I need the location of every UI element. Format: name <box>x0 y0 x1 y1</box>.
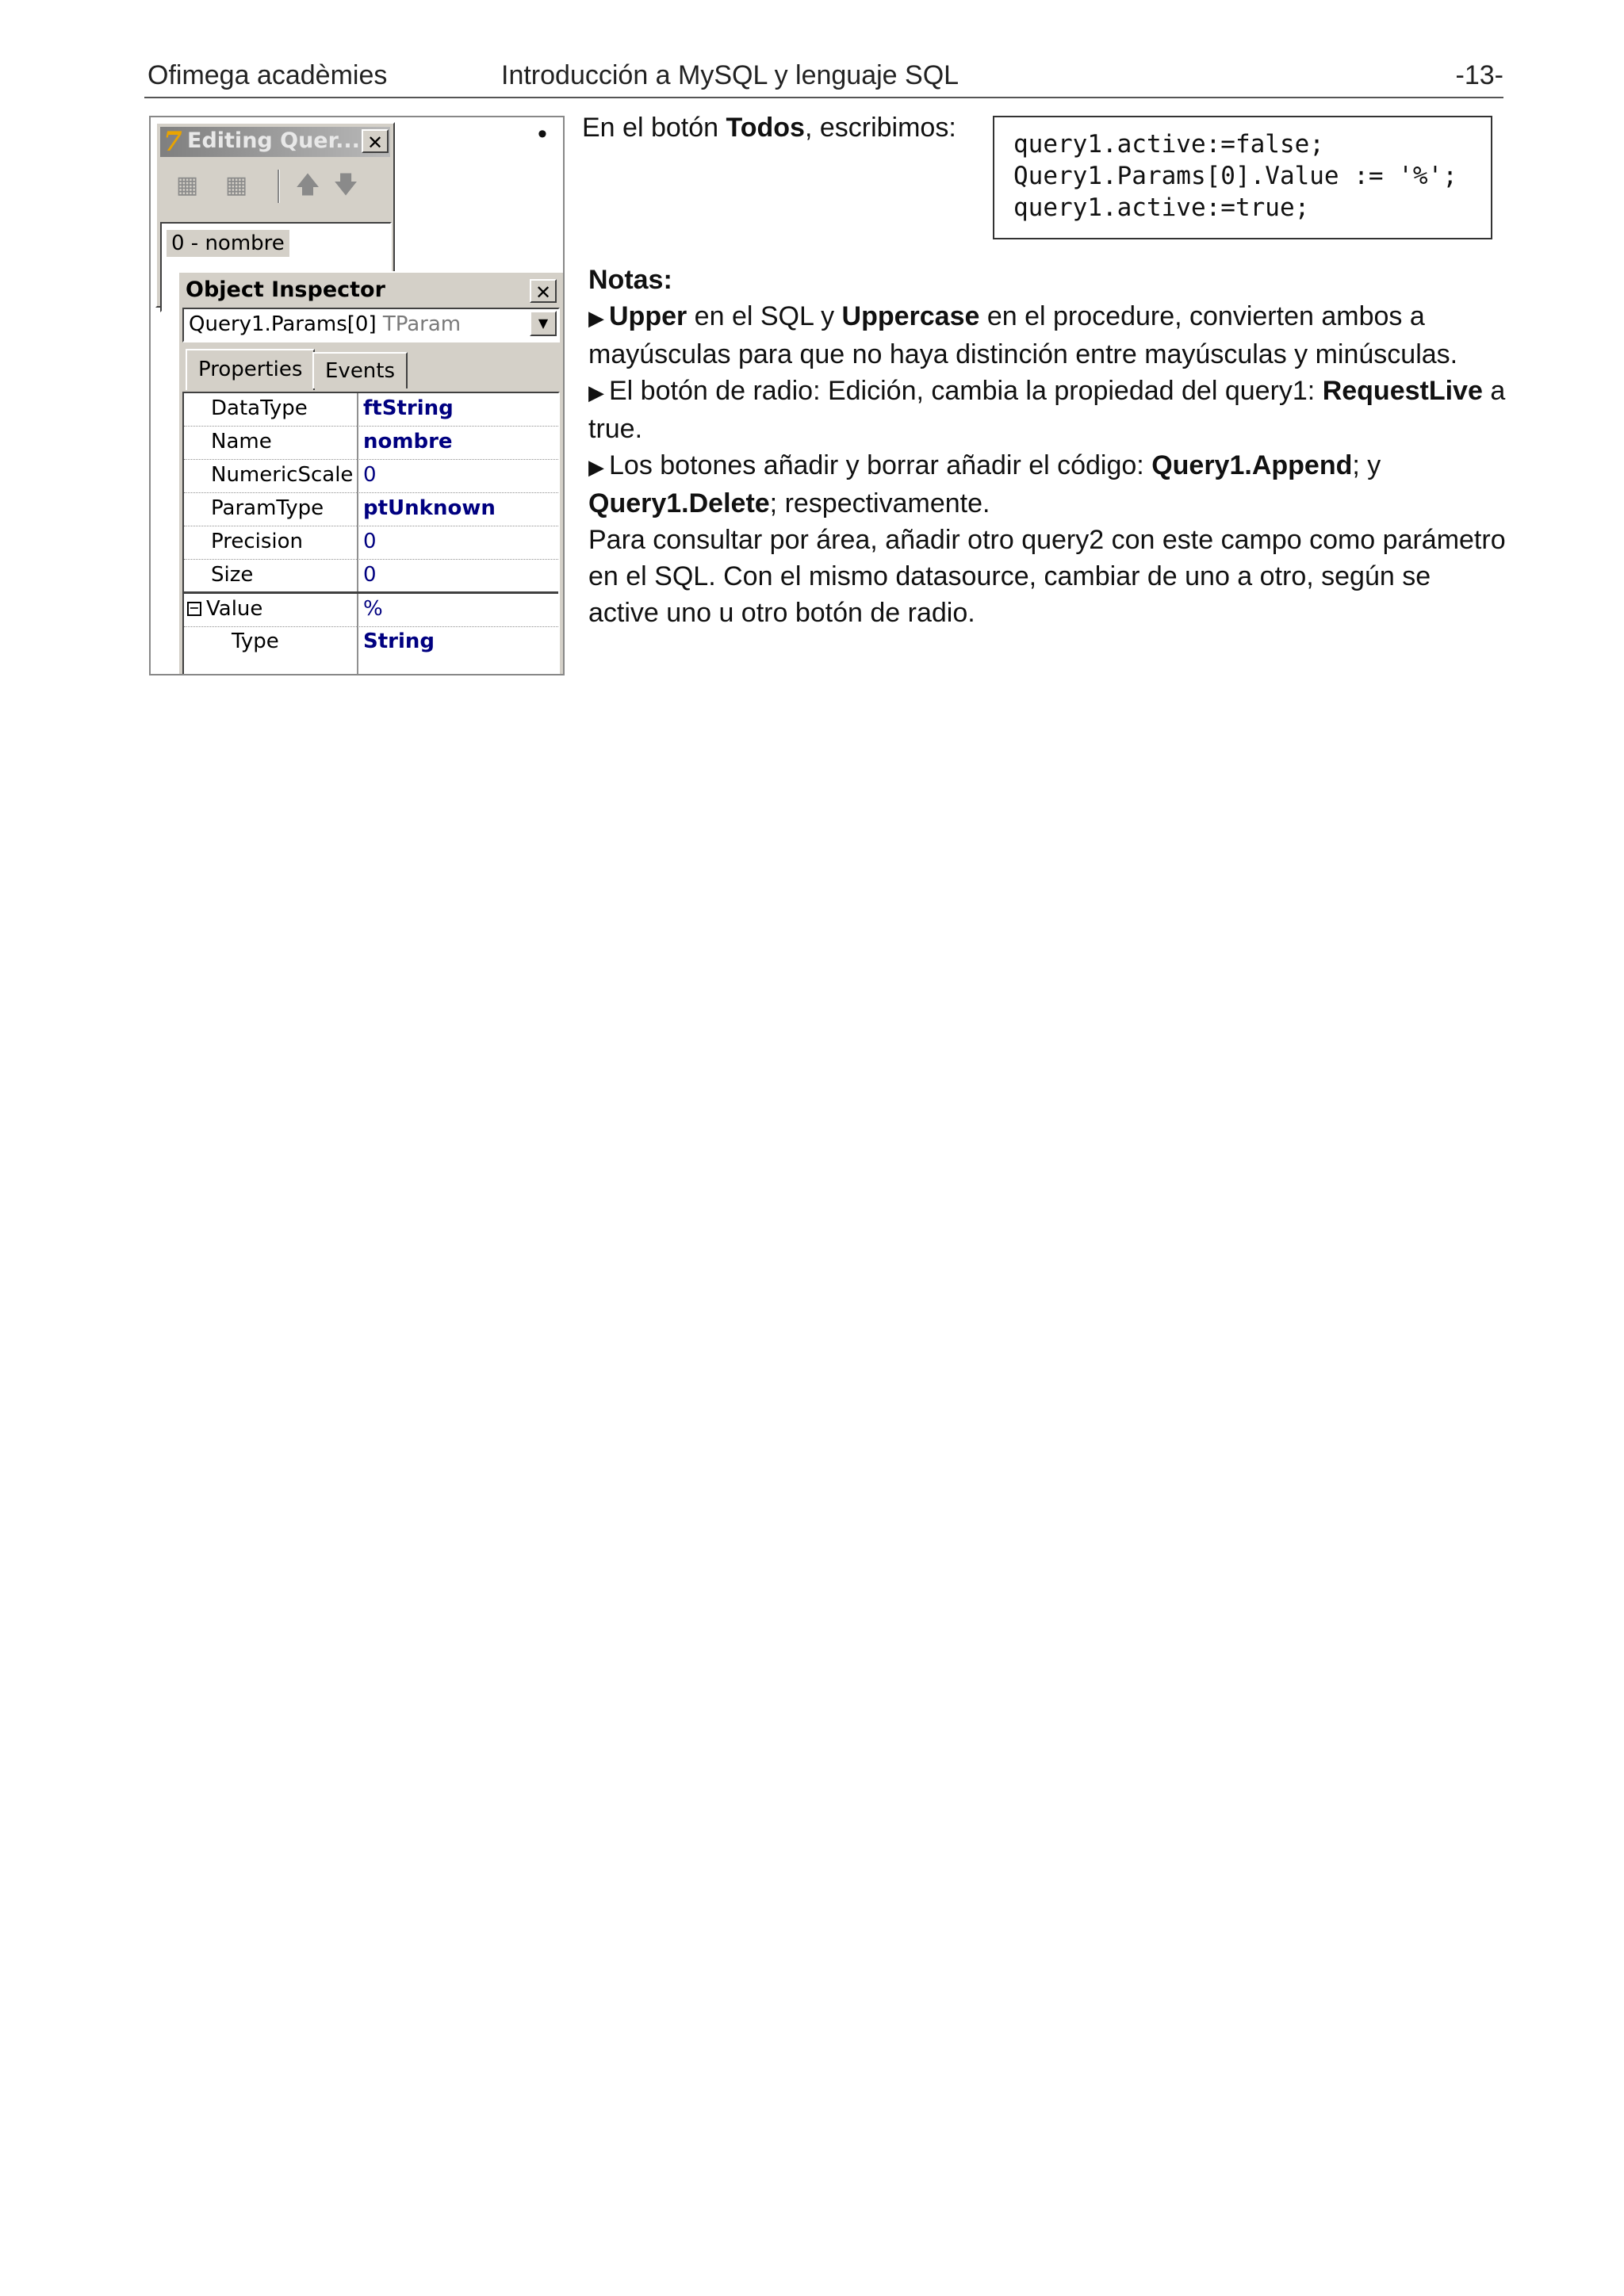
notes-section <box>588 262 1508 631</box>
intro-bold: Todos <box>726 113 805 143</box>
editing-query-titlebar <box>160 127 390 157</box>
note-text: El botón de radio: Edición, cambia la propiedad del query1: <box>609 376 1323 406</box>
page-number: -13- <box>1455 60 1503 90</box>
property-name: ParamType <box>211 496 324 520</box>
close-icon[interactable]: ✕ <box>362 129 389 153</box>
property-row[interactable] <box>184 393 558 427</box>
page-header <box>144 57 1503 98</box>
property-value-input[interactable]: % <box>363 597 383 621</box>
object-class: TParam <box>382 312 462 336</box>
intro-post: , escribimos: <box>804 113 956 143</box>
property-name: Type <box>232 629 279 653</box>
property-value[interactable]: String <box>363 629 435 653</box>
arrow-right-icon: ▶ <box>588 306 604 330</box>
property-row[interactable] <box>184 460 558 493</box>
note-text: ; y <box>1352 450 1381 480</box>
note-bold: Uppercase <box>841 301 980 331</box>
object-selector[interactable] <box>182 308 560 342</box>
note-text: ; respectivamente. <box>769 488 990 519</box>
object-name: Query1.Params[0] <box>189 312 377 336</box>
property-row[interactable] <box>184 560 558 593</box>
note-text: en el procedure, convierten ambos a mayúsculas para que no haya distinción entre mayúsculas y minúsculas. <box>588 301 1458 369</box>
property-name: Precision <box>211 530 304 553</box>
header-left: Ofimega acadèmies <box>147 60 388 90</box>
property-name: NumericScale <box>211 463 354 487</box>
property-value[interactable]: 0 <box>363 530 377 553</box>
object-inspector-titlebar <box>182 276 560 304</box>
property-grid <box>182 392 560 675</box>
object-inspector-title: Object Inspector <box>186 277 385 302</box>
property-value[interactable]: ftString <box>363 396 454 420</box>
move-down-icon[interactable]: 🡇 <box>333 171 358 199</box>
ide-screenshot <box>149 116 565 675</box>
property-row-selected[interactable] <box>184 591 558 627</box>
property-row[interactable] <box>184 526 558 560</box>
add-item-icon[interactable]: ▦ <box>175 171 199 199</box>
note-text: a true. <box>588 376 1506 444</box>
note-text: en el SQL y <box>687 301 842 331</box>
editing-query-toolbar <box>160 163 390 208</box>
property-name: Name <box>211 430 272 453</box>
property-value[interactable]: 0 <box>363 563 377 587</box>
collapse-icon[interactable]: − <box>187 602 201 616</box>
arrow-right-icon: ▶ <box>588 381 604 404</box>
object-inspector-window <box>178 271 565 675</box>
code-line: Query1.Params[0].Value := '%'; <box>1013 162 1457 190</box>
chevron-down-icon[interactable]: ▼ <box>530 311 557 336</box>
header-title: Introducción a MySQL y lenguaje SQL <box>501 60 959 90</box>
note-paragraph: Para consultar por área, añadir otro query2 con este campo como parámetro en el SQL. Con el mismo datasource, cambiar de uno a otro, según se active uno u otro botón de radio. <box>588 525 1506 628</box>
bullet: • <box>538 119 547 149</box>
tab-events[interactable]: Events <box>312 352 408 388</box>
property-row[interactable] <box>184 626 558 659</box>
editing-query-title: Editing Quer... <box>187 128 360 153</box>
note-item <box>588 373 1508 447</box>
tab-properties[interactable]: Properties <box>186 349 315 390</box>
note-bold: RequestLive <box>1322 376 1483 406</box>
property-value[interactable]: 0 <box>363 463 377 487</box>
toolbar-separator <box>278 170 280 203</box>
list-item[interactable]: 0 - nombre <box>167 230 289 257</box>
code-block <box>993 116 1492 239</box>
inspector-tabs <box>182 349 560 390</box>
arrow-right-icon: ▶ <box>588 455 604 479</box>
property-value[interactable]: ptUnknown <box>363 496 496 520</box>
note-item <box>588 447 1508 522</box>
note-text: Los botones añadir y borrar añadir el código: <box>609 450 1152 480</box>
property-value[interactable]: nombre <box>363 430 453 453</box>
close-icon[interactable]: ✕ <box>530 279 557 303</box>
property-name: DataType <box>211 396 308 420</box>
move-up-icon[interactable]: 🡅 <box>295 171 320 199</box>
intro-text <box>582 113 956 144</box>
delphi-logo-icon: 7 <box>163 126 182 158</box>
delete-item-icon[interactable]: ▦ <box>224 171 248 199</box>
property-name: Size <box>211 563 254 587</box>
code-line: query1.active:=false; <box>1013 130 1324 159</box>
code-line: query1.active:=true; <box>1013 193 1310 222</box>
property-name: Value <box>206 597 263 621</box>
property-row[interactable] <box>184 427 558 460</box>
notes-title: Notas: <box>588 265 672 295</box>
note-bold: Upper <box>609 301 688 331</box>
intro-pre: En el botón <box>582 113 726 143</box>
note-item <box>588 298 1508 373</box>
note-bold: Query1.Delete <box>588 488 770 519</box>
property-row[interactable] <box>184 493 558 526</box>
note-bold: Query1.Append <box>1151 450 1353 480</box>
